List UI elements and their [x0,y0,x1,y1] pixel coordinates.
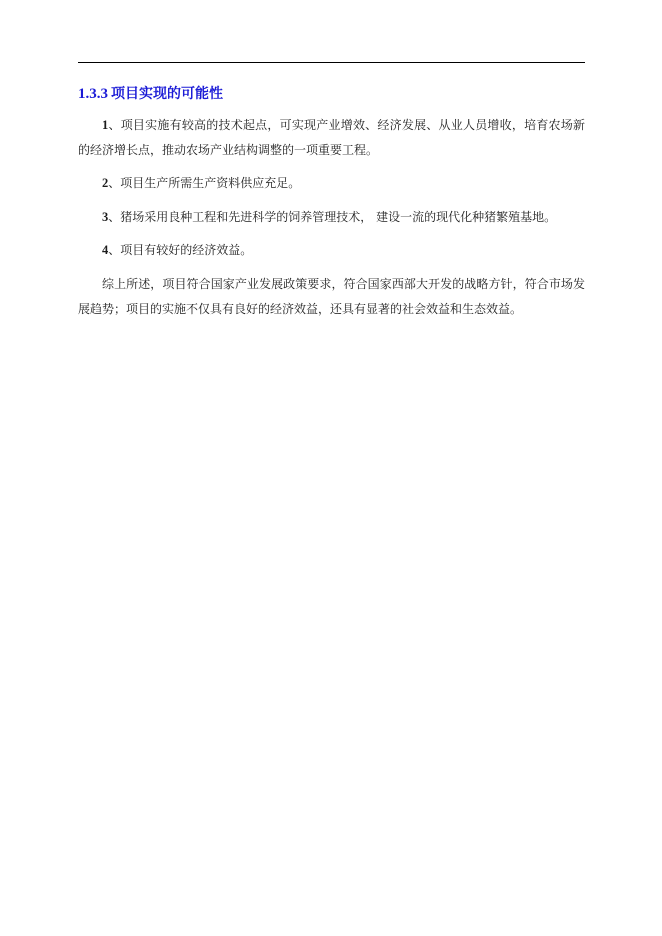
document-body [78,113,585,331]
paragraph-number: 3 [102,209,109,224]
paragraph-number: 4 [102,243,109,257]
section-heading [78,82,585,105]
paragraph-text: 、猪场采用良种工程和先进科学的饲养管理技术， 建设一流的现代化种猪繁殖基地。 [108,209,557,224]
paragraph-text: 、项目生产所需生产资料供应充足。 [108,176,301,190]
paragraph-4 [78,238,585,263]
paragraph-2 [78,171,585,196]
header-rule [78,62,585,63]
paragraph-1 [78,113,585,162]
paragraph-text: 、项目实施有较高的技术起点，可实现产业增效、经济发展、从业人员增收，培育农场新的经济增长点，推动农场产业结构调整的一项重要工程。 [78,118,585,157]
section-title: 项目实现的可能性 [111,86,223,102]
paragraph-number: 2 [102,176,109,190]
paragraph-number: 1 [102,118,109,132]
summary-paragraph: 综上所述，项目符合国家产业发展政策要求，符合国家西部大开发的战略方针，符合市场发展趋势；项目的实施不仅具有良好的经济效益，还具有显著的社会效益和生态效益。 [78,276,585,316]
paragraph-3 [78,205,585,230]
section-number: 1.3.3 [78,86,108,102]
paragraph-text: 、项目有较好的经济效益。 [108,243,253,257]
